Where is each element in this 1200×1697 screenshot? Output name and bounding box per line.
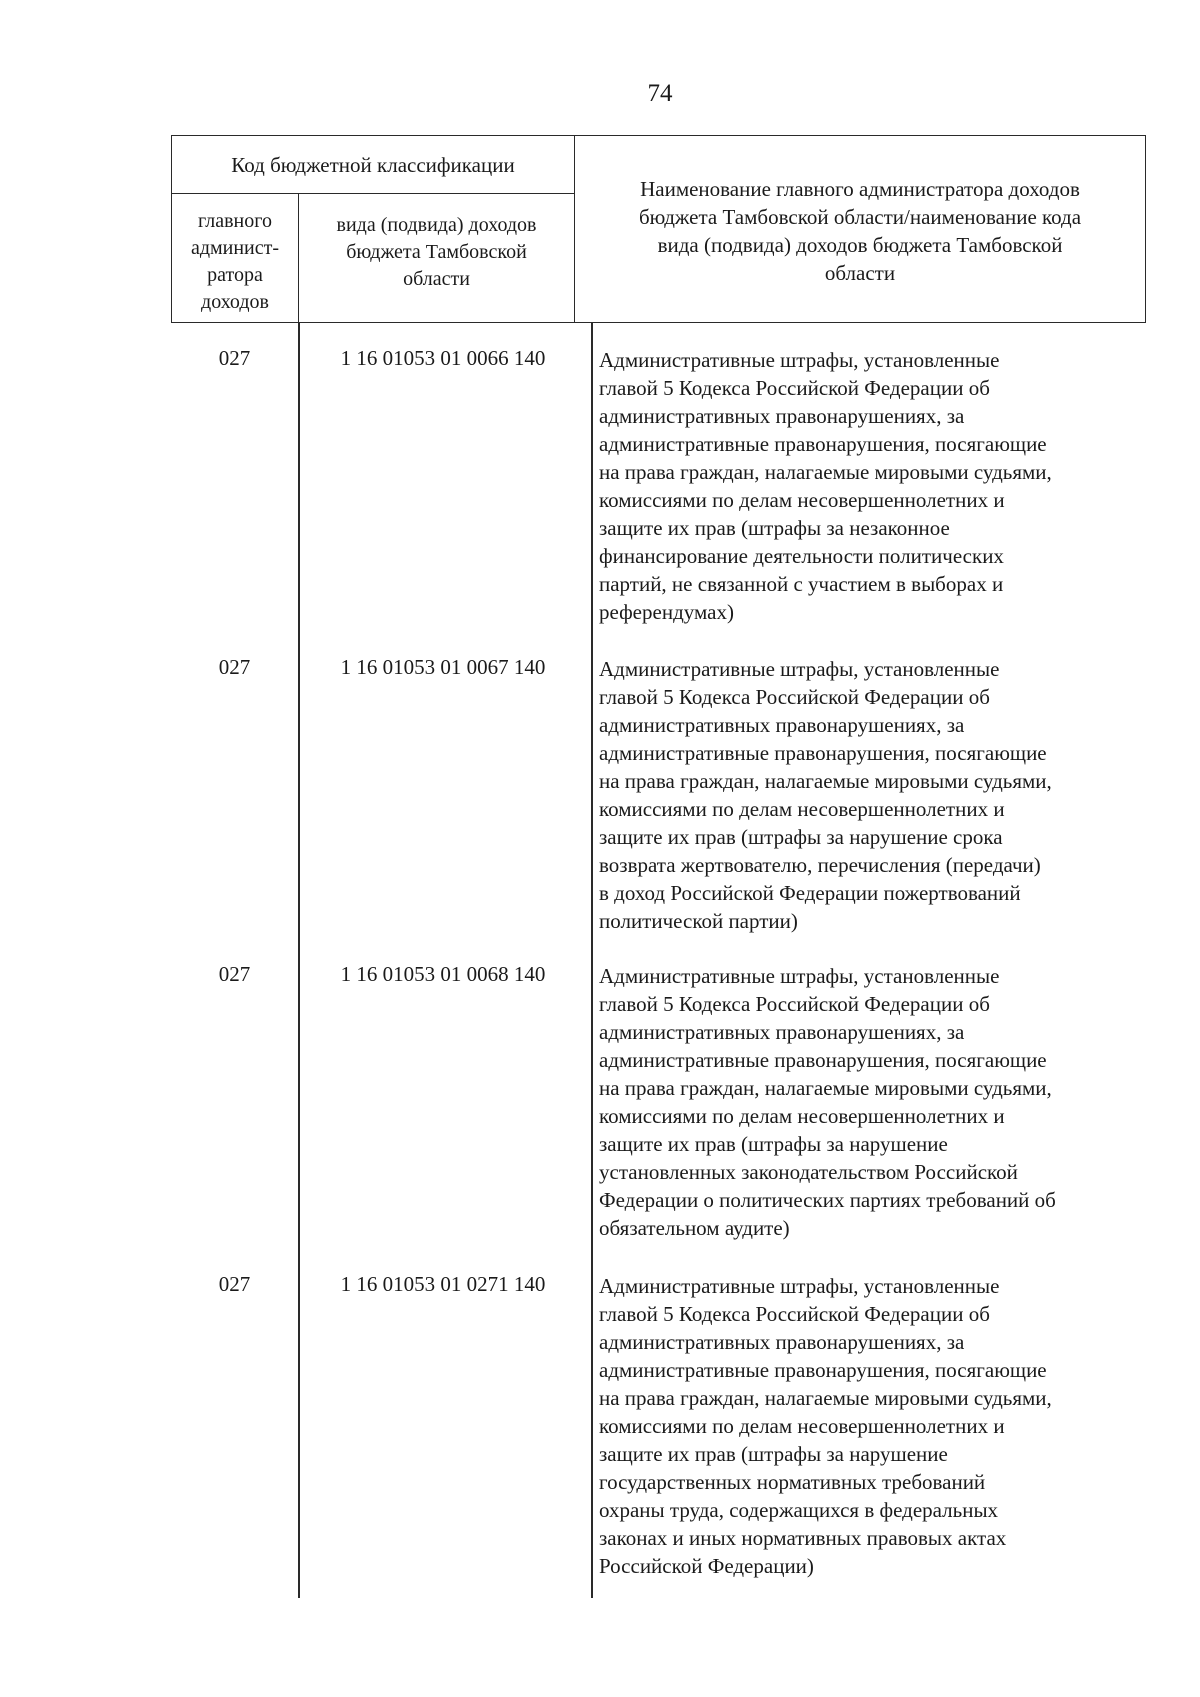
name-line: комиссиями по делам несовершеннолетних и [599, 1104, 1005, 1128]
header-admin-line: главного [198, 210, 272, 232]
name-line: возврата жертвователю, перечисления (передачи) [599, 853, 1041, 877]
admin-code-cell: 027 [218, 346, 251, 370]
name-line: в доход Российской Федерации пожертвований [599, 881, 1021, 905]
name-line: административные правонарушения, посягающие [599, 1048, 1047, 1072]
name-line: Административные штрафы, установленные [599, 964, 1000, 988]
header-code-line: области [403, 268, 470, 290]
name-line: комиссиями по делам несовершеннолетних и [599, 797, 1005, 821]
page-number: 74 [647, 80, 673, 107]
name-line: главой 5 Кодекса Российской Федерации об [599, 685, 990, 709]
name-line: на права граждан, налагаемые мировыми судьями, [599, 769, 1052, 793]
admin-code-cell: 027 [218, 962, 251, 986]
table-header [171, 135, 1146, 323]
header-admin-column [172, 194, 299, 322]
income-name-cell [599, 1272, 1121, 1580]
name-line: установленных законодательством Российской [599, 1160, 1018, 1184]
name-line: административных правонарушениях, за [599, 404, 965, 428]
name-line: защите их прав (штрафы за нарушение срока [599, 825, 1003, 849]
income-code-cell: 1 16 01053 01 0067 140 [340, 655, 546, 679]
name-line: комиссиями по делам несовершеннолетних и [599, 488, 1005, 512]
name-line: референдумах) [599, 600, 734, 624]
name-line: партий, не связанной с участием в выборах и [599, 572, 1004, 596]
header-code-line: вида (подвида) доходов [336, 214, 537, 236]
name-line: Федерации о политических партиях требований об [599, 1188, 1056, 1212]
header-admin-line: админист- [190, 237, 280, 259]
name-line: финансирование деятельности политических [599, 544, 1004, 568]
name-line: административные правонарушения, посягающие [599, 741, 1047, 765]
name-line: политической партии) [599, 909, 798, 933]
income-name-cell [599, 962, 1121, 1242]
name-line: на права граждан, налагаемые мировыми судьями, [599, 1076, 1052, 1100]
name-line: законах и иных нормативных правовых актах [599, 1526, 1007, 1550]
name-line: на права граждан, налагаемые мировыми судьями, [599, 460, 1052, 484]
name-line: охраны труда, содержащихся в федеральных [599, 1498, 999, 1522]
header-name-line: бюджета Тамбовской области/наименование кода [638, 205, 1082, 229]
name-line: административных правонарушениях, за [599, 1020, 965, 1044]
name-line: главой 5 Кодекса Российской Федерации об [599, 1302, 990, 1326]
header-name-line: Наименование главного администратора доходов [640, 177, 1080, 201]
name-line: административных правонарушениях, за [599, 713, 965, 737]
name-line: защите их прав (штрафы за незаконное [599, 516, 950, 540]
header-budget-code-group: Код бюджетной классификации [172, 136, 575, 194]
name-line: на права граждан, налагаемые мировыми судьями, [599, 1386, 1052, 1410]
name-line: обязательном аудите) [599, 1216, 790, 1240]
name-line: Административные штрафы, установленные [599, 657, 1000, 681]
income-code-cell: 1 16 01053 01 0068 140 [340, 962, 546, 986]
header-name-line: вида (подвида) доходов бюджета Тамбовской [657, 233, 1063, 257]
header-name-line: области [824, 261, 896, 285]
name-line: защите их прав (штрафы за нарушение [599, 1442, 948, 1466]
name-line: главой 5 Кодекса Российской Федерации об [599, 992, 990, 1016]
name-line: административных правонарушениях, за [599, 1330, 965, 1354]
header-admin-line: ратора [207, 264, 263, 286]
name-line: комиссиями по делам несовершеннолетних и [599, 1414, 1005, 1438]
header-admin-line: доходов [201, 291, 269, 313]
income-code-cell: 1 16 01053 01 0271 140 [340, 1272, 546, 1296]
name-line: Административные штрафы, установленные [599, 348, 1000, 372]
name-line: Российской Федерации) [599, 1554, 814, 1578]
income-code-cell: 1 16 01053 01 0066 140 [340, 346, 546, 370]
header-name-column [575, 136, 1145, 322]
name-line: защите их прав (штрафы за нарушение [599, 1132, 948, 1156]
header-code-line: бюджета Тамбовской [346, 241, 527, 263]
name-line: главой 5 Кодекса Российской Федерации об [599, 376, 990, 400]
name-line: административные правонарушения, посягающие [599, 1358, 1047, 1382]
name-line: государственных нормативных требований [599, 1470, 986, 1494]
income-name-cell [599, 655, 1121, 935]
admin-code-cell: 027 [218, 655, 251, 679]
name-line: административные правонарушения, посягающие [599, 432, 1047, 456]
admin-code-cell: 027 [218, 1272, 251, 1296]
column-divider-left [298, 323, 300, 1598]
name-line: Административные штрафы, установленные [599, 1274, 1000, 1298]
header-code-column [299, 194, 575, 322]
income-name-cell [599, 346, 1121, 626]
column-divider-right [591, 323, 593, 1598]
